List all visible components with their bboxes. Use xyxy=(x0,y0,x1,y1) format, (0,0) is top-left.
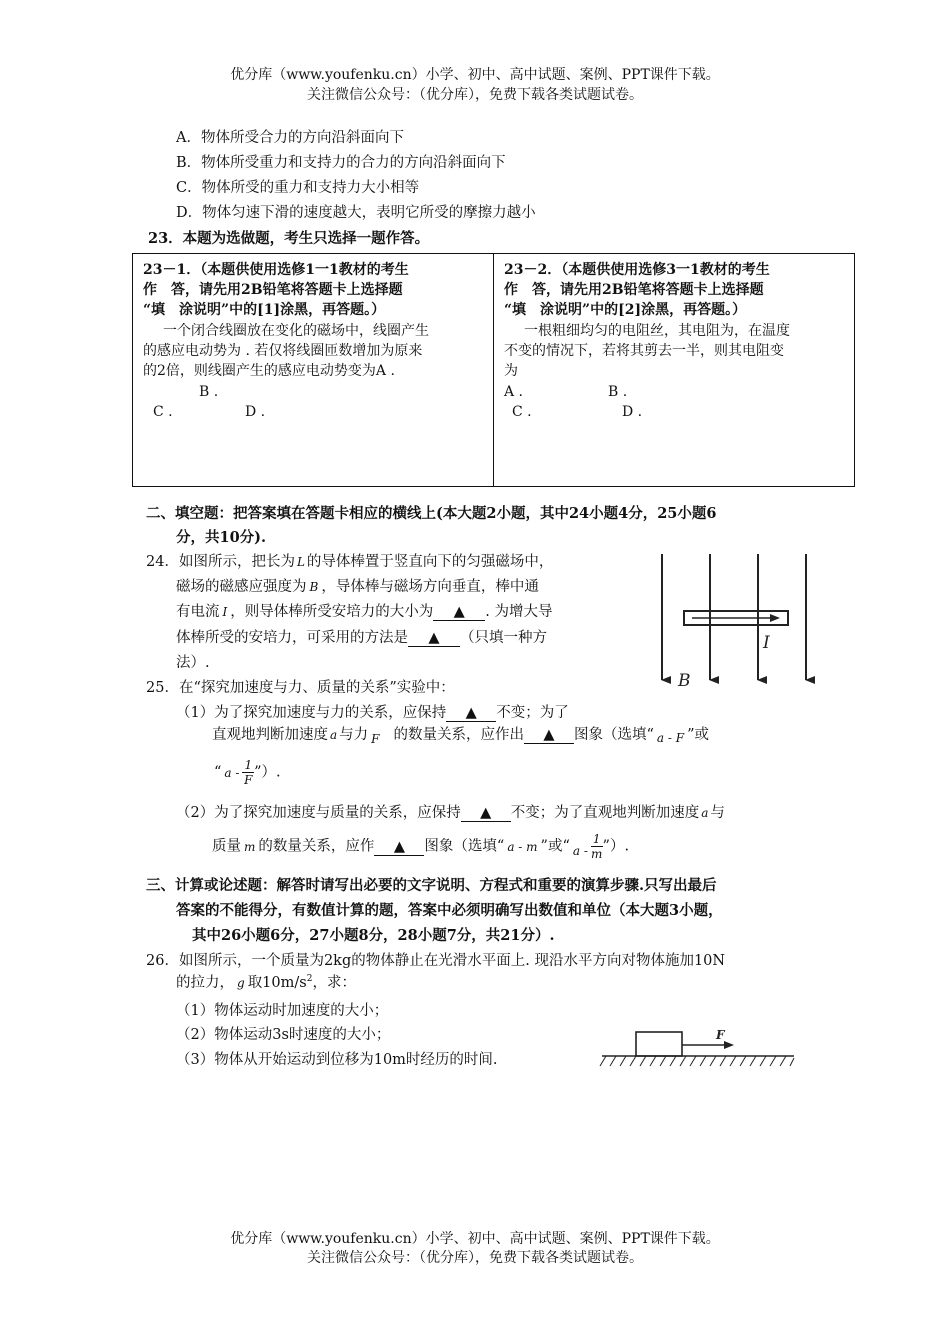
q25-text: 图象（选填“ xyxy=(573,727,654,743)
q26-sub-1: （1）物体运动时加速度的大小； xyxy=(176,1003,389,1019)
q24-text: （只填一种方 xyxy=(460,630,547,646)
q25-text: 与 xyxy=(710,805,725,821)
answer-blank[interactable]: ▲ xyxy=(461,805,511,822)
q23-right-body-3: 为 xyxy=(504,363,518,379)
q22-option-b: B．物体所受重力和支持力的合力的方向沿斜面向下 xyxy=(176,155,506,171)
q25-text: “ xyxy=(214,764,222,781)
fraction-denominator: F xyxy=(244,773,253,787)
q24-text: ，则导体棒所受安培力的大小为 xyxy=(230,604,434,620)
q23-left-box xyxy=(132,253,494,487)
ground-hatching xyxy=(600,1056,794,1066)
fraction-1-over-m xyxy=(591,832,603,861)
block xyxy=(636,1032,682,1056)
q25-part2-line-2 xyxy=(212,832,629,861)
section-3-title-1: 三、计算或论述题：解答时请写出必要的文字说明、方程式和重要的演算步骤.只写出最后 xyxy=(146,877,717,894)
symbol-a: a xyxy=(701,806,709,820)
section-3-title-3: 其中26小题6分，27小题8分，28小题7分，共21分）. xyxy=(192,927,555,944)
header-line-1: 优分库（www.youfenku.cn）小学、初中、高中试题、案例、PPT课件下载。 xyxy=(230,67,720,83)
answer-blank[interactable]: ▲ xyxy=(524,727,574,744)
symbol-m: m xyxy=(244,839,256,854)
q25-part1-line-1 xyxy=(176,701,569,722)
option-a-m: a - m xyxy=(507,839,538,854)
q25-part2-line-1 xyxy=(176,801,725,822)
q24-text: 有电流 xyxy=(176,604,220,620)
q25-text: 图象（选填“ xyxy=(424,838,505,855)
q26-sub-2: （2）物体运动3s时速度的大小； xyxy=(176,1027,391,1043)
q25-text: 的数量关系，应作出 xyxy=(393,727,524,743)
q23-left-head-3: “填 涂说明”中的[1]涂黑，再答题。） xyxy=(143,302,386,318)
q24-text: ，导体棒与磁场方向垂直，棒中通 xyxy=(321,579,539,595)
q26-sub-3: （3）物体从开始运动到位移为10m时经历的时间. xyxy=(176,1052,498,1068)
q24-line-4 xyxy=(176,626,547,647)
q25-text: 的数量关系，应作 xyxy=(258,838,375,855)
field-label: B xyxy=(678,671,691,691)
symbol-F: F xyxy=(371,732,380,746)
q24-line-5: 法）. xyxy=(176,655,210,671)
q25-text: 直观地判断加速度 xyxy=(212,727,328,743)
force-label: F xyxy=(716,1028,725,1042)
symbol-I: I xyxy=(222,605,228,619)
q24-line-2 xyxy=(176,575,539,596)
q23-left-option-d: D . xyxy=(245,404,266,420)
q23-left-option-c: C . xyxy=(153,404,173,420)
q22-option-d: D．物体匀速下滑的速度越大，表明它所受的摩擦力越小 xyxy=(176,205,536,221)
symbol-a: a xyxy=(330,728,338,742)
q25-text: 与力 xyxy=(339,727,369,743)
q26-line-2 xyxy=(176,971,356,992)
header-line-2: 关注微信公众号：（优分库），免费下载各类试题试卷。 xyxy=(307,87,643,103)
q25-text: 不变；为了 xyxy=(496,705,569,721)
q23-left-body-2: 的感应电动势为 . 若仅将线圈匝数增加为原来 xyxy=(143,343,423,359)
superscript-2: 2 xyxy=(306,974,313,985)
q25-title: 25．在“探究加速度与力、质量的关系”实验中： xyxy=(146,680,455,696)
q23-right-head-3: “填 涂说明”中的[2]涂黑，再答题。） xyxy=(504,302,747,318)
q25-part1-line-3 xyxy=(214,758,281,787)
symbol-B: B xyxy=(309,580,319,594)
q25-text: 不变；为了直观地判断加速度 xyxy=(510,805,700,821)
q23-right-option-d: D . xyxy=(622,404,643,420)
block-on-surface-figure xyxy=(598,1018,798,1074)
q23-left-option-b: B . xyxy=(199,384,219,400)
fraction-numerator: 1 xyxy=(244,758,253,772)
q26-text: 的拉力， xyxy=(176,975,234,991)
q23-left-head-2: 作 答，请先用2B铅笔将答题卡上选择题 xyxy=(143,282,403,298)
q23-left-body-3: 的2倍，则线圈产生的感应电动势变为A . xyxy=(143,363,395,379)
q24-text: 磁场的磁感应强度为 xyxy=(176,579,307,595)
option-a-inv-F: a - xyxy=(224,765,240,780)
q24-text: 体棒所受的安培力，可采用的方法是 xyxy=(176,630,408,646)
q24-text: 的导体棒置于竖直向下的匀强磁场中， xyxy=(306,554,554,570)
symbol-L: L xyxy=(296,555,305,569)
q25-text: ”）. xyxy=(254,764,281,781)
q26-line-1: 26．如图所示，一个质量为2kg的物体静止在光滑水平面上. 现沿水平方向对物体施加10N xyxy=(146,953,726,969)
q22-option-c: C．物体所受的重力和支持力大小相等 xyxy=(176,180,420,196)
q23-right-option-c: C . xyxy=(512,404,532,420)
current-arrow xyxy=(692,614,780,622)
current-label: I xyxy=(763,633,770,653)
q25-text: ”）. xyxy=(602,838,630,855)
q23-right-head-2: 作 答，请先用2B铅笔将答题卡上选择题 xyxy=(504,282,764,298)
option-a-inv-m: a - xyxy=(572,843,588,858)
answer-blank[interactable]: ▲ xyxy=(374,839,424,856)
fraction-denominator: m xyxy=(591,847,603,861)
option-a-F: a - F xyxy=(656,731,685,745)
answer-blank[interactable]: ▲ xyxy=(433,604,485,621)
answer-blank[interactable]: ▲ xyxy=(446,705,496,722)
q25-text: 质量 xyxy=(212,838,241,855)
answer-blank[interactable]: ▲ xyxy=(408,630,460,647)
force-arrow xyxy=(682,1041,734,1049)
q26-text: ，求： xyxy=(312,975,356,991)
q23-right-option-a: A . xyxy=(504,384,524,400)
q25-text: ”或 xyxy=(687,727,709,743)
q25-text: （2）为了探究加速度与质量的关系，应保持 xyxy=(176,805,461,821)
section-2-title-2: 分，共10分). xyxy=(176,529,267,546)
q23-right-head-1: 23－2．（本题供使用选修3一1教材的考生 xyxy=(504,262,770,278)
magnetic-field-figure xyxy=(640,548,820,696)
fraction-numerator: 1 xyxy=(592,832,601,846)
q23-right-box xyxy=(493,253,855,487)
q25-part1-line-2 xyxy=(212,723,709,744)
q24-text: . 为增大导 xyxy=(485,604,553,620)
fraction-1-over-F xyxy=(242,758,254,787)
q24-text: 24．如图所示，把长为 xyxy=(146,554,295,570)
footer-line-2: 关注微信公众号：（优分库），免费下载各类试题试卷。 xyxy=(307,1250,643,1266)
q24-line-3 xyxy=(176,600,552,621)
q23-right-body-1: 一根粗细均匀的电阻丝，其电阻为，在温度 xyxy=(524,323,790,339)
q25-text: （1）为了探究加速度与力的关系，应保持 xyxy=(176,705,447,721)
q23-title: 23．本题为选做题，考生只选择一题作答。 xyxy=(148,230,430,247)
footer-line-1: 优分库（www.youfenku.cn）小学、初中、高中试题、案例、PPT课件下载。 xyxy=(230,1231,720,1247)
q23-left-body-1: 一个闭合线圈放在变化的磁场中，线圈产生 xyxy=(163,323,429,339)
q25-text: ”或“ xyxy=(540,838,570,855)
q23-left-head-1: 23－1．（本题供使用选修1一1教材的考生 xyxy=(143,262,409,278)
q23-right-body-2: 不变的情况下，若将其剪去一半，则其电阻变 xyxy=(504,343,784,359)
q26-text: 取10m/s xyxy=(247,975,307,991)
symbol-g: g xyxy=(237,976,245,990)
q22-option-a: A．物体所受合力的方向沿斜面向下 xyxy=(176,130,404,146)
q24-line-1 xyxy=(146,550,553,571)
q23-right-option-b: B . xyxy=(608,384,628,400)
section-2-title-1: 二、填空题：把答案填在答题卡相应的横线上(本大题2小题，其中24小题4分，25小题6 xyxy=(146,505,717,522)
section-3-title-2: 答案的不能得分，有数值计算的题，答案中必须明确写出数值和单位（本大题3小题， xyxy=(176,902,723,919)
